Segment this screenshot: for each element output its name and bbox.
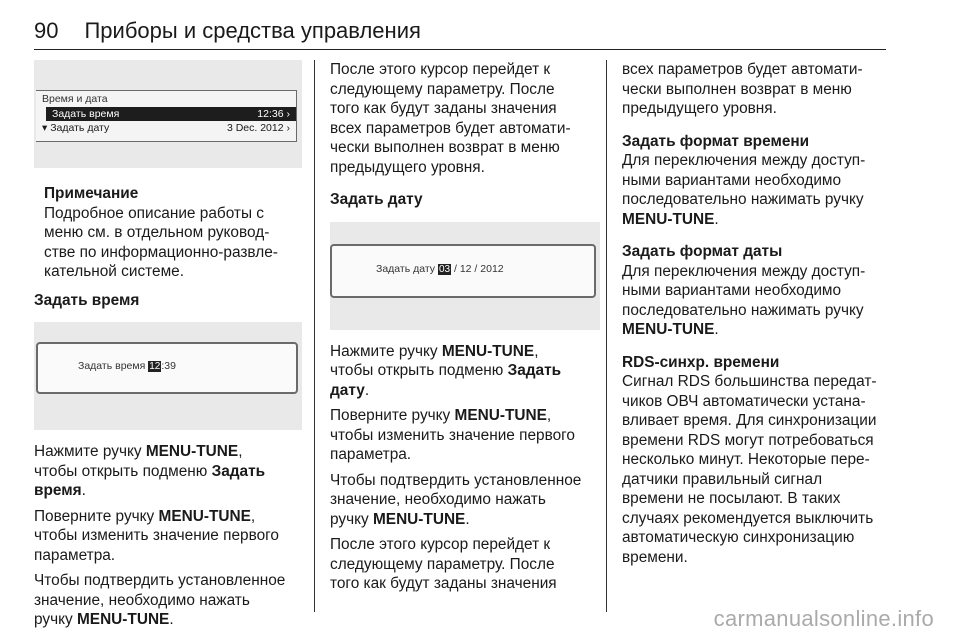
text-line: ными вариантами необходимо <box>622 282 842 299</box>
text-line: чески выполнен возврат в меню <box>622 80 852 98</box>
text-line: времени не посылают. В таких <box>622 490 841 507</box>
section-title: Задать формат времени <box>622 132 810 150</box>
column-3 <box>622 60 890 567</box>
text-line: Для переключения между доступ- <box>622 262 866 280</box>
page-number: 90 <box>34 18 59 43</box>
section-title: Задать формат даты <box>622 243 783 260</box>
section-title: RDS-синхр. времени <box>622 353 780 371</box>
text-line: параметра. <box>34 546 116 564</box>
text-line: времени. <box>622 548 688 566</box>
highlighted-value: 03 <box>438 263 451 275</box>
text-line: меню см. в отдельном руковод- <box>44 224 270 241</box>
chevron-right-icon: › <box>286 122 290 134</box>
text-line: датчики правильный сигнал <box>622 470 823 488</box>
text-line: всех параметров будет автомати- <box>330 119 571 137</box>
screen-set-date: Задать дату 03 / 12 / 2012 <box>330 222 600 330</box>
text-line: Нажмите ручку MENU-TUNE, <box>330 342 539 360</box>
text-line: предыдущего уровня. <box>622 100 777 117</box>
text-line: ручку MENU-TUNE. <box>330 510 470 528</box>
section-title: Задать дату <box>330 191 423 208</box>
text-line: После этого курсор перейдет к <box>330 536 551 553</box>
text-line: чтобы изменить значение первого <box>34 527 279 544</box>
text-line: Нажмите ручку MENU-TUNE, <box>34 443 243 460</box>
menu-row-set-date[interactable]: ▾ Задать дату 3 Dec. 2012 › <box>42 122 290 134</box>
text-line: стве по информационно-развле- <box>44 243 278 261</box>
column-divider <box>314 60 315 612</box>
screen-set-time: Задать время 12:39 <box>34 322 302 430</box>
text-line: последовательно нажимать ручку <box>622 301 864 319</box>
text-line: ручку MENU-TUNE. <box>34 611 174 628</box>
text-line: несколько минут. Некоторые пере- <box>622 451 870 468</box>
text-line: Чтобы подтвердить установленное <box>34 572 286 589</box>
text-line: случаях рекомендуется выключить <box>622 509 874 527</box>
section-title: Задать время <box>34 291 140 309</box>
text-line: последовательно нажимать ручку <box>622 191 864 208</box>
screen-time-date <box>34 60 302 168</box>
text-line: того как будут заданы значения <box>330 100 557 117</box>
text-line: значение, необходимо нажать <box>34 591 250 609</box>
header-rule <box>34 49 886 50</box>
text-line: После этого курсор перейдет к <box>330 61 551 78</box>
text-line: чтобы открыть подменю Задать <box>34 462 266 480</box>
text-line: чтобы изменить значение первого <box>330 426 575 444</box>
text-line: предыдущего уровня. <box>330 158 485 176</box>
screen-title: Время и дата <box>42 93 108 105</box>
text-line: чиков ОВЧ автоматически устана- <box>622 392 866 410</box>
text-line: времени RDS могут потребоваться <box>622 431 874 449</box>
text-line: MENU-TUNE. <box>622 321 719 338</box>
note <box>34 184 302 282</box>
text-line: всех параметров будет автомати- <box>622 61 863 78</box>
column-1 <box>34 60 302 630</box>
text-line: Поверните ручку MENU-TUNE, <box>330 407 552 424</box>
text-line: чески выполнен возврат в меню <box>330 139 560 156</box>
chevron-down-icon: ▾ <box>42 122 48 134</box>
highlighted-value: 12 <box>149 361 161 372</box>
text-line: чтобы открыть подменю Задать <box>330 362 562 379</box>
menu-row-set-time[interactable]: Задать время 12:36 › <box>46 107 296 121</box>
note-title: Примечание <box>44 185 139 202</box>
text-line: следующему параметру. После <box>330 555 555 573</box>
chevron-right-icon: › <box>286 108 290 120</box>
text-line: значение, необходимо нажать <box>330 491 546 508</box>
watermark: carmanualsonline.info <box>713 606 934 631</box>
page-title: Приборы и средства управления <box>84 18 421 43</box>
text-line: дату. <box>330 381 370 399</box>
text-line: Чтобы подтвердить установленное <box>330 471 582 489</box>
column-2 <box>330 60 600 594</box>
text-line: вливает время. Для синхронизации <box>622 412 877 429</box>
text-line: кательной системе. <box>44 263 184 280</box>
column-divider <box>606 60 607 612</box>
text-line: MENU-TUNE. <box>622 210 719 228</box>
text-line: следующему параметру. После <box>330 80 555 98</box>
text-line: Для переключения между доступ- <box>622 152 866 169</box>
text-line: параметра. <box>330 446 412 463</box>
text-line: Поверните ручку MENU-TUNE, <box>34 507 256 525</box>
text-line: время. <box>34 482 86 499</box>
text-line: автоматическую синхронизацию <box>622 529 855 546</box>
text-line: Подробное описание работы с <box>44 204 265 222</box>
text-line: Сигнал RDS большинства передат- <box>622 373 877 390</box>
text-line: ными вариантами необходимо <box>622 171 842 189</box>
page-header <box>34 18 421 44</box>
text-line: того как будут заданы значения <box>330 575 557 592</box>
